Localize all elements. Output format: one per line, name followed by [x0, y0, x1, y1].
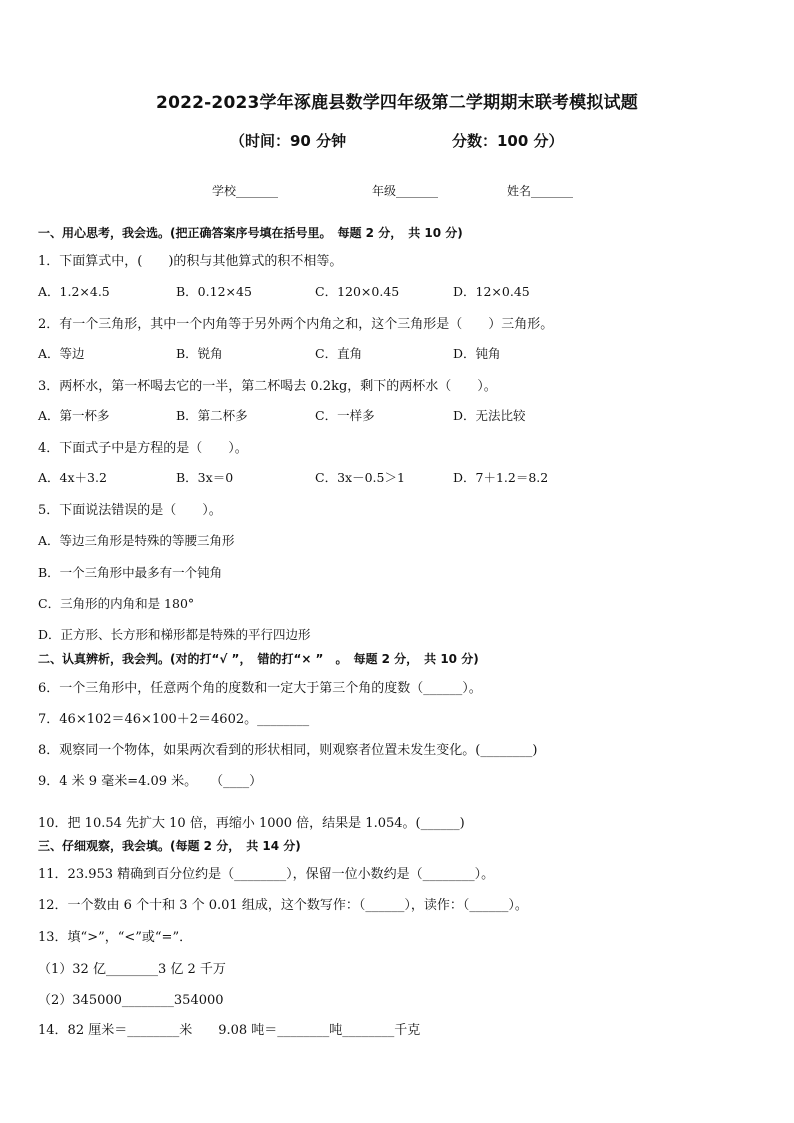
q2-option-c: C．直角 [315, 346, 363, 361]
section-1-heading: 一、用心思考，我会选。(把正确答案序号填在括号里。 每题 2 分， 共 10 分) [38, 226, 463, 240]
question-14: 14．82 厘米＝________米 9.08 吨＝________吨________千克 [38, 1023, 421, 1038]
q3-option-b: B．第二杯多 [176, 408, 248, 423]
q2-option-a: A．等边 [38, 346, 85, 361]
grade-field: 年级_______ [372, 184, 439, 198]
exam-score: 分数：100 分） [452, 132, 564, 150]
question-13: 13．填“>”，“<”或“=”． [38, 930, 193, 945]
question-3: 3．两杯水，第一杯喝去它的一半，第二杯喝去 0.2kg，剩下的两杯水（ ）。 [38, 379, 497, 394]
q5-option-a: A．等边三角形是特殊的等腰三角形 [38, 533, 235, 548]
question-6: 6．一个三角形中，任意两个角的度数和一定大于第三个角的度数（______）。 [38, 681, 482, 696]
question-9: 9．4 米 9 毫米=4.09 米。 （____） [38, 774, 263, 789]
q1-option-a: A．1.2×4.5 [38, 284, 110, 299]
question-11: 11．23.953 精确到百分位约是（________），保留一位小数约是（________）。 [38, 867, 495, 882]
question-10: 10．把 10.54 先扩大 10 倍，再缩小 1000 倍，结果是 1.054。(______) [38, 816, 465, 831]
q4-option-a: A．4x＋3.2 [38, 470, 107, 485]
q4-option-c: C．3x－0.5＞1 [315, 470, 405, 485]
q3-option-c: C．一样多 [315, 408, 375, 423]
q3-option-a: A．第一杯多 [38, 408, 110, 423]
question-2: 2．有一个三角形，其中一个内角等于另外两个内角之和，这个三角形是（ ）三角形。 [38, 317, 554, 332]
question-8: 8．观察同一个物体，如果两次看到的形状相同，则观察者位置未发生变化。(________) [38, 743, 538, 758]
q4-option-b: B．3x＝0 [176, 470, 234, 485]
question-1: 1．下面算式中，( )的积与其他算式的积不相等。 [38, 254, 343, 269]
question-13-part-1: （1）32 亿________3 亿 2 千万 [38, 962, 226, 977]
q1-option-b: B．0.12×45 [176, 284, 252, 299]
q5-option-c: C．三角形的内角和是 180° [38, 596, 195, 611]
school-field: 学校_______ [212, 184, 279, 198]
question-13-part-2: （2）345000________354000 [38, 993, 224, 1008]
question-12: 12．一个数由 6 个十和 3 个 0.01 组成，这个数写作：（______），读作：（______）。 [38, 898, 528, 913]
q2-option-d: D．钝角 [453, 346, 501, 361]
q5-option-b: B．一个三角形中最多有一个钝角 [38, 565, 223, 580]
name-field: 姓名_______ [507, 184, 574, 198]
page-title: 2022-2023学年涿鹿县数学四年级第二学期期末联考模拟试题 [156, 93, 638, 113]
q1-option-d: D．12×0.45 [453, 284, 530, 299]
question-4: 4．下面式子中是方程的是（ ）。 [38, 441, 248, 456]
question-7: 7．46×102＝46×100＋2＝4602。________ [38, 712, 310, 727]
q1-option-c: C．120×0.45 [315, 284, 400, 299]
q2-option-b: B．锐角 [176, 346, 223, 361]
q3-option-d: D．无法比较 [453, 408, 526, 423]
q4-option-d: D．7＋1.2＝8.2 [453, 470, 549, 485]
section-2-heading: 二、认真辨析，我会判。(对的打“√ ”， 错的打“× ” 。 每题 2 分， 共 10 分) [38, 652, 479, 666]
exam-time: （时间：90 分钟 [230, 132, 347, 150]
q5-option-d: D．正方形、长方形和梯形都是特殊的平行四边形 [38, 627, 311, 642]
section-3-heading: 三、仔细观察，我会填。(每题 2 分， 共 14 分) [38, 839, 301, 853]
question-5: 5．下面说法错误的是（ ）。 [38, 503, 222, 518]
